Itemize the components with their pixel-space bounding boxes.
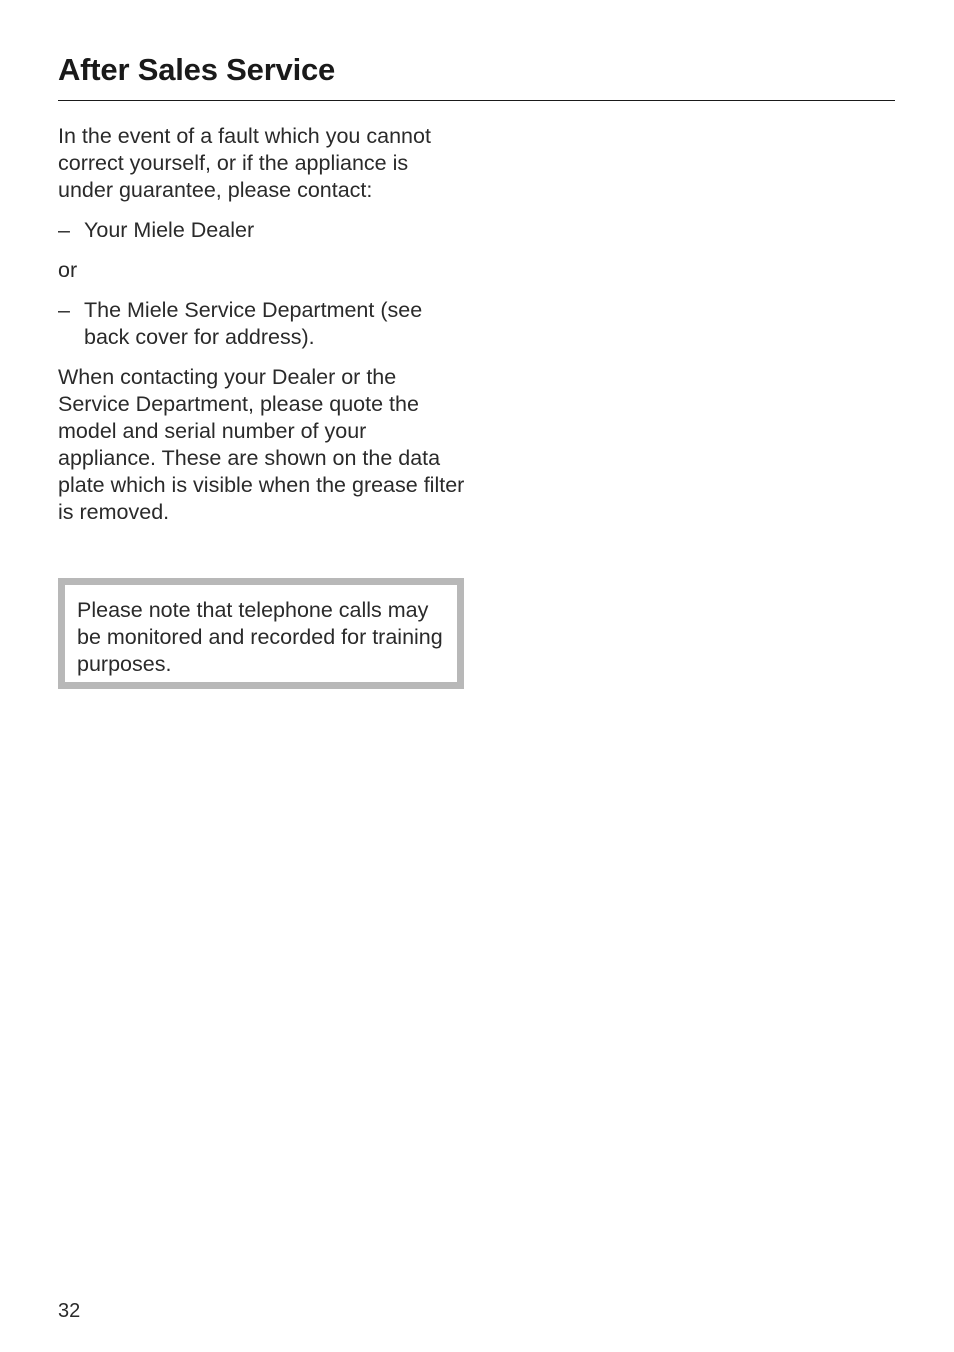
dash-bullet: –	[58, 298, 70, 322]
main-content	[58, 123, 468, 539]
contact-option-service-department	[58, 297, 468, 351]
title-divider	[58, 100, 895, 101]
contact-option-label: The Miele Service Department (see back cover for address).	[84, 298, 423, 349]
contact-option-dealer	[58, 217, 468, 244]
dash-bullet: –	[58, 218, 70, 242]
notice-box	[58, 578, 464, 689]
or-separator: or	[58, 258, 78, 282]
page-title: After Sales Service	[58, 52, 336, 87]
contact-info-paragraph: When contacting your Dealer or the Service Department, please quote the model and serial number of your appliance. These are shown on the data plate which is visible when the grease filter is removed.	[58, 365, 465, 524]
contact-option-label: Your Miele Dealer	[84, 218, 255, 242]
intro-paragraph: In the event of a fault which you cannot correct yourself, or if the appliance is under guarantee, please contact:	[58, 124, 431, 202]
notice-text: Please note that telephone calls may be monitored and recorded for training purposes.	[77, 598, 443, 676]
page-number: 32	[58, 1300, 81, 1322]
